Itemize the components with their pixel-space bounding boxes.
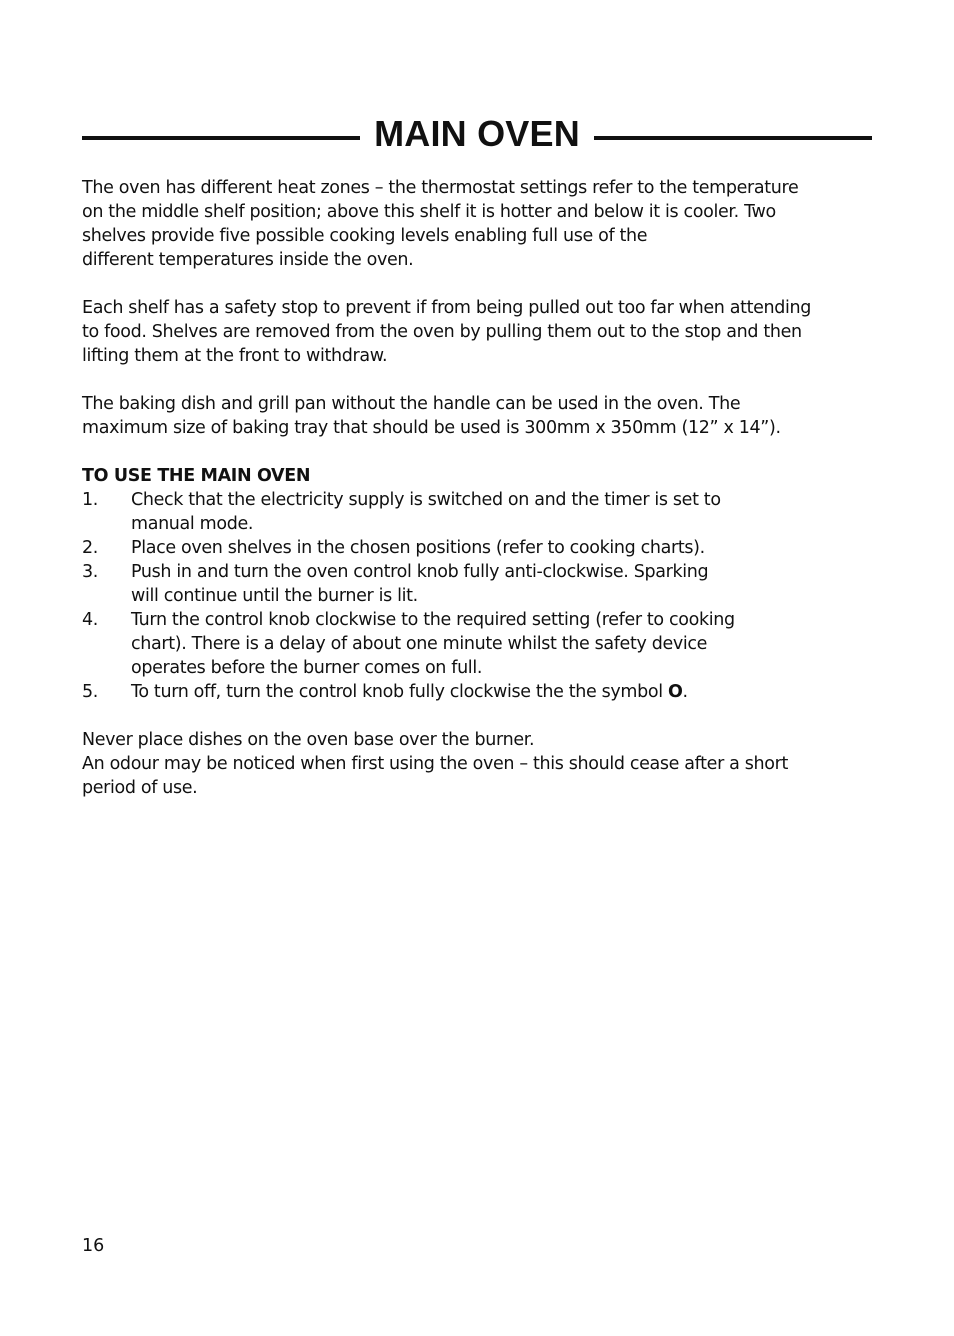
list-item (82, 536, 872, 560)
text-line: Each shelf has a safety stop to prevent if from being pulled out too far when attending (82, 298, 812, 318)
text-line: different temperatures inside the oven. (82, 250, 414, 270)
text-line: operates before the burner comes on full. (131, 658, 483, 678)
title-rule-left (82, 136, 360, 140)
text-line: The baking dish and grill pan without the handle can be used in the oven. The (82, 394, 741, 414)
intro-paragraph-2 (82, 296, 872, 368)
step-number: 3. (82, 562, 98, 582)
section-heading: TO USE THE MAIN OVEN (82, 466, 311, 486)
text-line: lifting them at the front to withdraw. (82, 346, 388, 366)
text-line: on the middle shelf position; above this shelf it is hotter and below it is cooler. Two (82, 202, 776, 222)
list-item (82, 560, 872, 608)
off-symbol: O (667, 682, 683, 702)
text-line: An odour may be noticed when first using the oven – this should cease after a short (82, 754, 788, 774)
step-text (131, 608, 872, 680)
list-item (82, 608, 872, 680)
text-line: Place oven shelves in the chosen positions (refer to cooking charts). (131, 538, 705, 558)
list-item (82, 680, 872, 704)
text-line: will continue until the burner is lit. (131, 586, 418, 606)
text-line: shelves provide five possible cooking levels enabling full use of the (82, 226, 648, 246)
steps-list (82, 488, 872, 704)
text-line: maximum size of baking tray that should be used is 300mm x 350mm (12” x 14”). (82, 418, 781, 438)
title-rule-right (594, 136, 872, 140)
step-text (131, 680, 872, 704)
page-title: MAIN OVEN (374, 113, 580, 154)
notes-paragraph (82, 728, 872, 800)
title-row (82, 112, 872, 156)
step-number: 4. (82, 610, 98, 630)
step-number: 1. (82, 490, 98, 510)
step-number: 2. (82, 538, 98, 558)
text-line: to food. Shelves are removed from the oven by pulling them out to the stop and then (82, 322, 802, 342)
text-line: Never place dishes on the oven base over the burner. (82, 730, 535, 750)
step-text (131, 536, 872, 560)
text-line: Turn the control knob clockwise to the required setting (refer to cooking (131, 610, 735, 630)
step-text (131, 560, 872, 608)
text-line: manual mode. (131, 514, 254, 534)
text-line: Check that the electricity supply is switched on and the timer is set to (131, 490, 721, 510)
step-text (131, 488, 872, 536)
text-line: The oven has different heat zones – the thermostat settings refer to the temperature (82, 178, 799, 198)
intro-paragraph-1 (82, 176, 872, 272)
step-text-main: To turn off, turn the control knob fully clockwise the the symbol (131, 682, 668, 702)
intro-paragraph-3 (82, 392, 872, 440)
text-line: Push in and turn the oven control knob fully anti-clockwise. Sparking (131, 562, 709, 582)
list-item (82, 488, 872, 536)
page-number: 16 (82, 1236, 105, 1256)
page-content (82, 176, 872, 800)
step-text-end: . (682, 682, 688, 702)
text-line: period of use. (82, 778, 198, 798)
text-line (131, 680, 872, 704)
text-line: chart). There is a delay of about one minute whilst the safety device (131, 634, 708, 654)
step-number: 5. (82, 682, 98, 702)
